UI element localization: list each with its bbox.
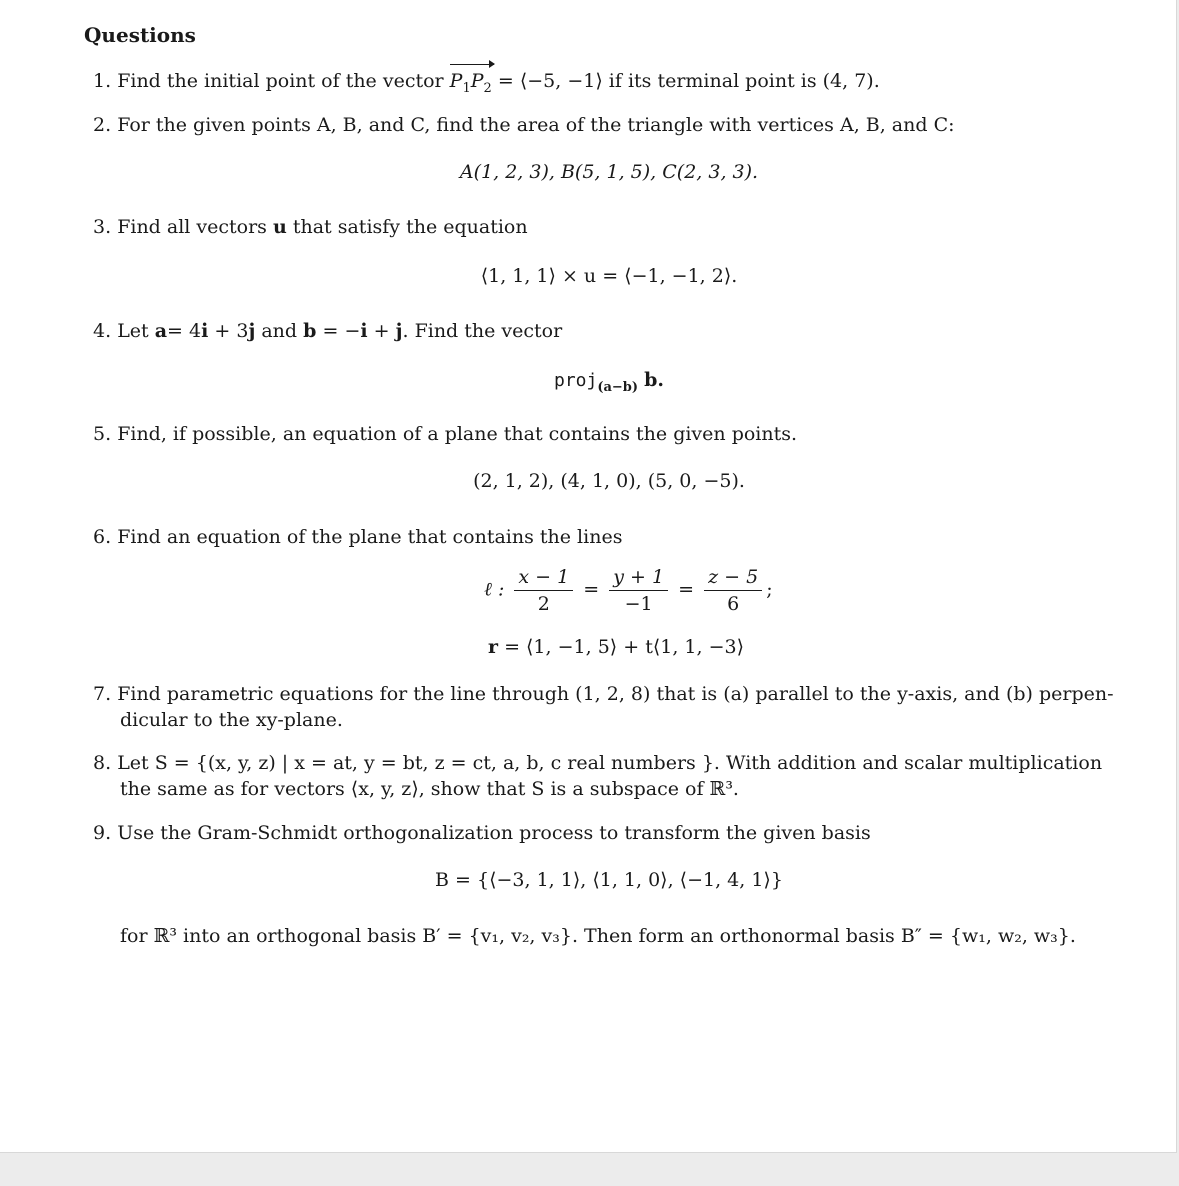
proj-vector: b. bbox=[644, 369, 665, 391]
question-number: 1. bbox=[93, 70, 112, 92]
unit-i: i bbox=[201, 320, 209, 342]
question-3 bbox=[93, 215, 528, 239]
line-r-equation bbox=[488, 635, 744, 659]
semicolon: ; bbox=[766, 578, 773, 601]
question-7-continued: dicular to the xy-plane. bbox=[120, 709, 343, 731]
question-9-continued: for ℝ³ into an orthogonal basis B′ = {v₁, v₂, v₃}. Then form an orthonormal basis B″ = {w₁, w₂, w₃}. bbox=[120, 925, 1076, 947]
question-number: 7. bbox=[93, 683, 112, 705]
question-2 bbox=[93, 113, 955, 137]
question-2-display: A(1, 2, 3), B(5, 1, 5), C(2, 3, 3). bbox=[459, 161, 759, 183]
question-number: 8. bbox=[93, 752, 112, 774]
equals-sign: = bbox=[678, 578, 695, 601]
question-8 bbox=[93, 751, 1102, 775]
question-number: 6. bbox=[93, 526, 112, 548]
math-text: = − bbox=[322, 320, 361, 342]
question-number: 2. bbox=[93, 114, 112, 136]
fraction-y: $\frac{y + 1}{-1}$ bbox=[609, 566, 668, 615]
question-text: Let bbox=[117, 320, 149, 342]
math-text: = ⟨1, −1, 5⟩ + t⟨1, 1, −3⟩ bbox=[504, 636, 744, 658]
question-4 bbox=[93, 319, 562, 343]
question-9-display: B = {⟨−3, 1, 1⟩, ⟨1, 1, 0⟩, ⟨−1, 4, 1⟩} bbox=[435, 869, 783, 891]
question-number: 3. bbox=[93, 216, 112, 238]
unit-j: j bbox=[395, 320, 403, 342]
question-number: 5. bbox=[93, 423, 112, 445]
question-text: that satisfy the equation bbox=[292, 216, 528, 238]
proj-operator: proj bbox=[553, 370, 598, 391]
question-7 bbox=[93, 682, 1114, 706]
question-5-display: (2, 1, 2), (4, 1, 0), (5, 0, −5). bbox=[473, 470, 745, 492]
question-text: Find an equation of the plane that contains the lines bbox=[117, 526, 623, 548]
question-text: For the given points A, B, and C, find the area of the triangle with vertices A, B, and C: bbox=[117, 114, 955, 136]
math-text: = 4 bbox=[167, 320, 202, 342]
question-text: Let S = {(x, y, z) | x = at, y = bt, z = ct, a, b, c real numbers }. With addition and scalar multiplication bbox=[117, 752, 1103, 774]
question-text: . Find the vector bbox=[402, 320, 563, 342]
question-6 bbox=[93, 525, 622, 549]
math-text: and bbox=[261, 320, 298, 342]
question-text: Find the initial point of the vector bbox=[117, 70, 444, 92]
proj-subscript: (a−b) bbox=[597, 379, 639, 395]
question-number: 4. bbox=[93, 320, 112, 342]
question-3-display: ⟨1, 1, 1⟩ × u = ⟨−1, −1, 2⟩. bbox=[480, 265, 738, 287]
question-text: Use the Gram-Schmidt orthogonalization process to transform the given basis bbox=[117, 822, 871, 844]
fraction-z: $\frac{z - 5}{6}$ bbox=[704, 566, 762, 615]
question-9 bbox=[93, 821, 871, 845]
unit-j: j bbox=[248, 320, 256, 342]
vector-b: b bbox=[303, 320, 317, 342]
equals-sign: = bbox=[583, 578, 600, 601]
question-1 bbox=[93, 69, 880, 96]
fraction-x: $\frac{x - 1}{2}$ bbox=[514, 566, 573, 615]
question-5 bbox=[93, 422, 797, 446]
question-8-continued: the same as for vectors ⟨x, y, z⟩, show that S is a subspace of ℝ³. bbox=[120, 778, 739, 800]
question-text: Find parametric equations for the line through (1, 2, 8) that is (a) parallel to the y-axis, and (b) perpen- bbox=[117, 683, 1114, 705]
question-text: Find, if possible, an equation of a plane that contains the given points. bbox=[117, 423, 798, 445]
question-text: Find all vectors bbox=[117, 216, 267, 238]
math-text: + 3 bbox=[214, 320, 249, 342]
line-l-label: ℓ : bbox=[484, 578, 505, 601]
vector-u: u bbox=[272, 216, 287, 238]
vector-r: r bbox=[488, 636, 499, 658]
page-title: Questions bbox=[84, 23, 196, 47]
vector-a: a bbox=[154, 320, 168, 342]
line-l-equation bbox=[484, 566, 773, 615]
vector-p1p2: $P_1P_2$ bbox=[449, 70, 492, 96]
math-text: + bbox=[373, 320, 390, 342]
unit-i: i bbox=[360, 320, 368, 342]
question-4-display bbox=[0, 368, 1179, 393]
question-text: = ⟨−5, −1⟩ if its terminal point is (4, 7). bbox=[497, 70, 880, 92]
question-number: 9. bbox=[93, 822, 112, 844]
